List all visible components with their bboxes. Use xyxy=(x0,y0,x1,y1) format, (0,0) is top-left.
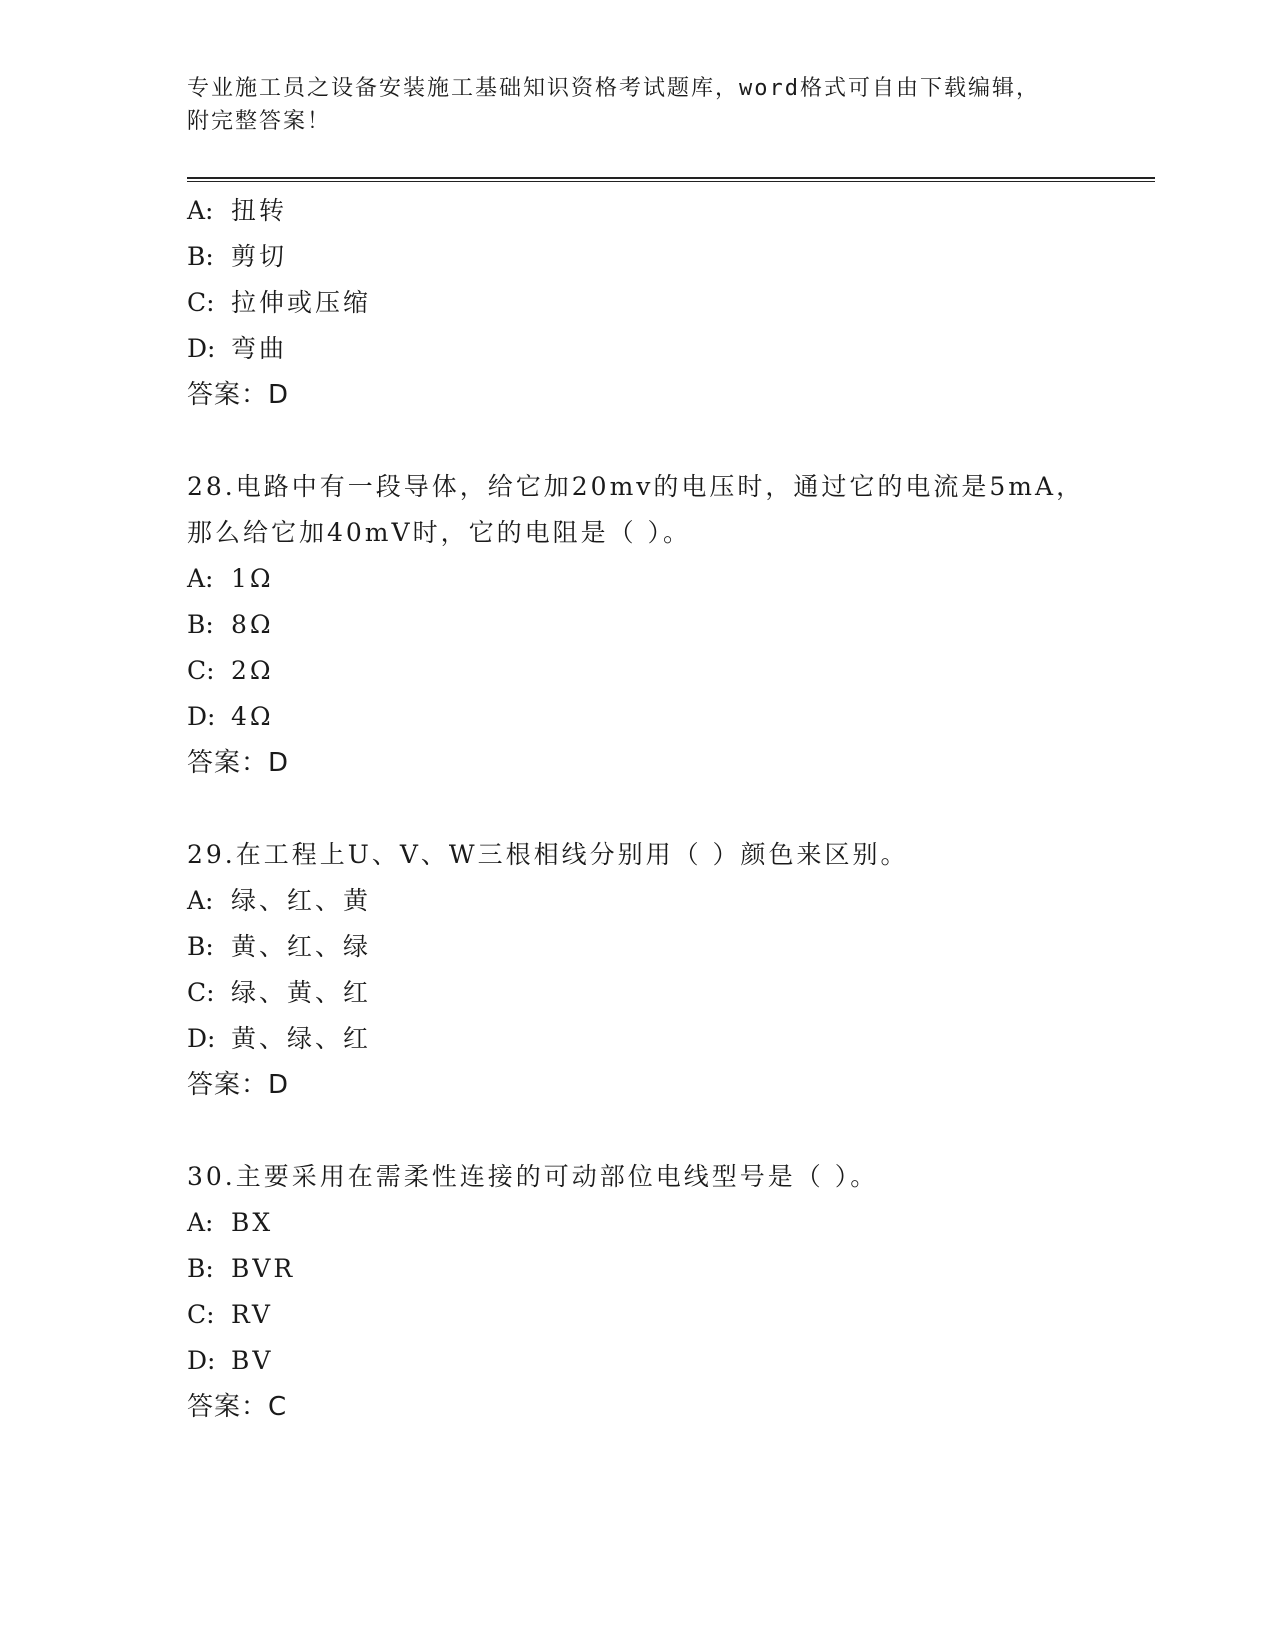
option-d: D: 弯曲 xyxy=(187,334,288,363)
answer-line: 答案：C xyxy=(187,1392,288,1422)
question-block-30 xyxy=(187,1154,1147,1430)
page-header xyxy=(187,72,1087,138)
header-title-line-1: 专业施工员之设备安装施工基础知识资格考试题库，word格式可自由下载编辑， xyxy=(187,76,1040,101)
option-a: A: 绿、红、黄 xyxy=(187,886,372,915)
question-stem: 30.主要采用在需柔性连接的可动部位电线型号是（ ）。 xyxy=(187,1162,879,1191)
option-d: D: BV xyxy=(187,1346,274,1375)
question-block-29 xyxy=(187,832,1147,1108)
option-a: A: BX xyxy=(187,1208,274,1237)
header-divider xyxy=(187,177,1155,182)
option-b: B: 剪切 xyxy=(187,242,288,271)
option-b: B: BVR xyxy=(187,1254,296,1283)
option-c: C: 2Ω xyxy=(187,656,274,685)
option-a: A: 1Ω xyxy=(187,564,274,593)
answer-line: 答案：D xyxy=(187,380,290,410)
answer-line: 答案：D xyxy=(187,1070,290,1100)
question-stem: 28.电路中有一段导体，给它加20mv的电压时，通过它的电流是5mA， xyxy=(187,472,1085,501)
option-b: B: 8Ω xyxy=(187,610,274,639)
question-list xyxy=(187,188,1147,1430)
option-c: C: 绿、黄、红 xyxy=(187,978,372,1007)
option-d: D: 黄、绿、红 xyxy=(187,1024,372,1053)
header-title-line-2: 附完整答案！ xyxy=(187,109,332,134)
answer-line: 答案：D xyxy=(187,748,290,778)
question-stem-continued: 那么给它加40mV时，它的电阻是（ ）。 xyxy=(187,518,692,547)
question-block-28 xyxy=(187,464,1147,786)
question-stem: 29.在工程上U、V、W三根相线分别用（ ）颜色来区别。 xyxy=(187,840,909,869)
option-b: B: 黄、红、绿 xyxy=(187,932,372,961)
question-block-27 xyxy=(187,188,1147,418)
option-d: D: 4Ω xyxy=(187,702,274,731)
option-c: C: 拉伸或压缩 xyxy=(187,288,372,317)
option-c: C: RV xyxy=(187,1300,273,1329)
option-a: A: 扭转 xyxy=(187,196,288,225)
